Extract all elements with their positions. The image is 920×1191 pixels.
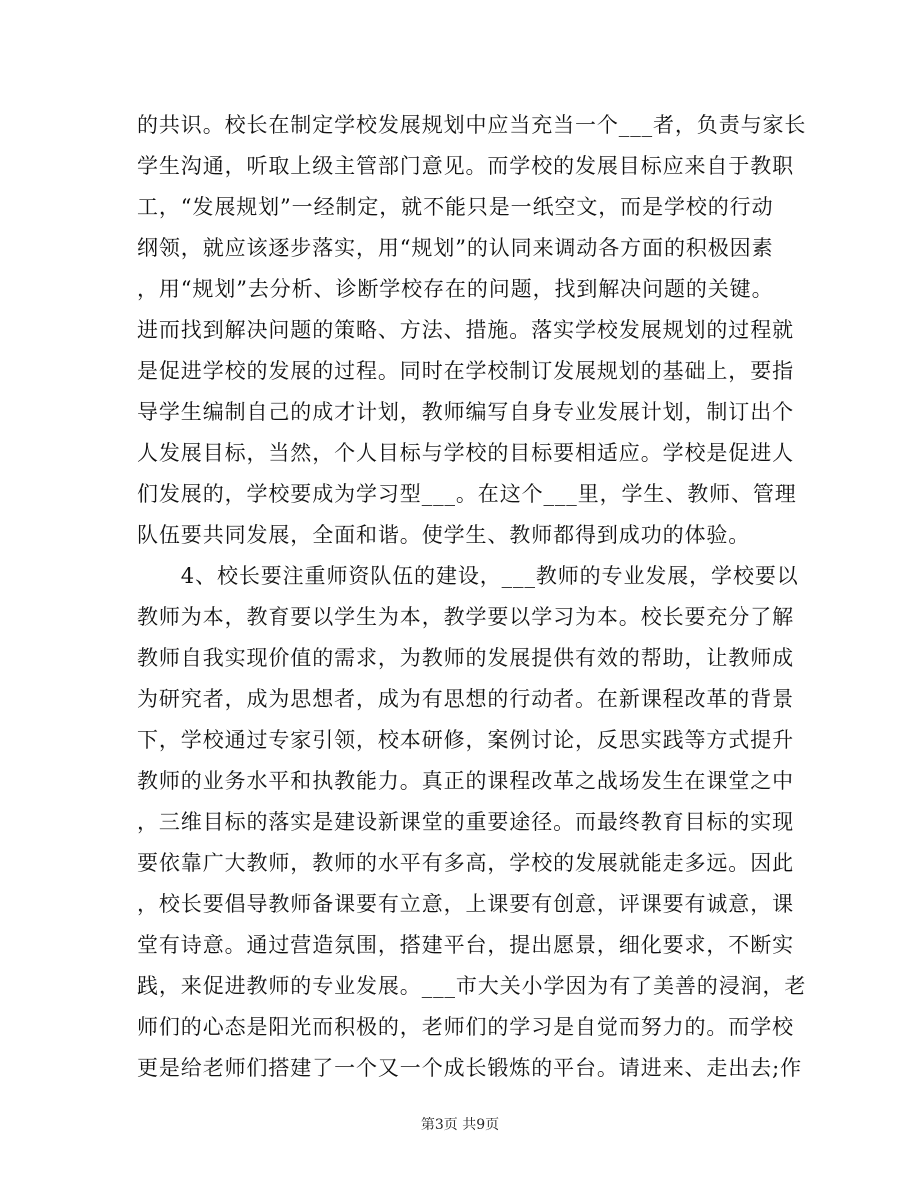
text-line: 导学生编制自己的成才计划，教师编写自身专业发展计划，制订出个 bbox=[137, 400, 794, 424]
text-line: ，校长要倡导教师备课要有立意，上课要有创意，评课要有诚意，课 bbox=[137, 892, 794, 916]
text-line: 队伍要共同发展，全面和谐。使学生、教师都得到成功的体验。 bbox=[137, 523, 751, 547]
text-line: 人发展目标，当然，个人目标与学校的目标要相适应。学校是促进人 bbox=[137, 441, 794, 465]
text-line: 进而找到解决问题的策略、方法、措施。落实学校发展规划的过程就 bbox=[137, 318, 794, 342]
text-line: 们发展的，学校要成为学习型___。在这个___里，学生、教师、管理 bbox=[137, 482, 797, 506]
text-line: 要依靠广大教师，教师的水平有多高，学校的发展就能走多远。因此 bbox=[137, 851, 794, 875]
text-line: 工，“发展规划”一经制定，就不能只是一纸空文，而是学校的行动 bbox=[137, 195, 774, 219]
text-line: 教师为本，教育要以学生为本，教学要以学习为本。校长要充分了解 bbox=[137, 605, 794, 629]
text-line: 堂有诗意。通过营造氛围，搭建平台，提出愿景，细化要求，不断实 bbox=[137, 933, 794, 957]
page-number-footer: 第3页 共9页 bbox=[420, 1117, 500, 1133]
text-line: 4、校长要注重师资队伍的建设，___教师的专业发展，学校要以 bbox=[137, 564, 799, 588]
text-line: 下，学校通过专家引领，校本研修，案例讨论，反思实践等方式提升 bbox=[137, 728, 794, 752]
text-line: 更是给老师们搭建了一个又一个成长锻炼的平台。请进来、走出去;作 bbox=[137, 1056, 802, 1080]
text-line: 教师的业务水平和执教能力。真正的课程改革之战场发生在课堂之中 bbox=[137, 769, 794, 793]
text-line: 是促进学校的发展的过程。同时在学校制订发展规划的基础上，要指 bbox=[137, 359, 794, 383]
text-line: 践，来促进教师的专业发展。___市大关小学因为有了美善的浸润，老 bbox=[137, 974, 807, 998]
text-line: 学生沟通，听取上级主管部门意见。而学校的发展目标应来自于教职 bbox=[137, 154, 794, 178]
text-line: ，用“规划”去分析、诊断学校存在的问题，找到解决问题的关键。 bbox=[137, 277, 774, 301]
text-line: 教师自我实现价值的需求，为教师的发展提供有效的帮助，让教师成 bbox=[137, 646, 794, 670]
text-line: 为研究者，成为思想者，成为有思想的行动者。在新课程改革的背景 bbox=[137, 687, 794, 711]
text-line: 的共识。校长在制定学校发展规划中应当充当一个___者，负责与家长 bbox=[137, 113, 807, 137]
text-line: 师们的心态是阳光而积极的，老师们的学习是自觉而努力的。而学校 bbox=[137, 1015, 794, 1039]
text-line: ，三维目标的落实是建设新课堂的重要途径。而最终教育目标的实现 bbox=[137, 810, 794, 834]
text-line: 纲领，就应该逐步落实，用“规划”的认同来调动各方面的积极因素 bbox=[137, 236, 774, 260]
